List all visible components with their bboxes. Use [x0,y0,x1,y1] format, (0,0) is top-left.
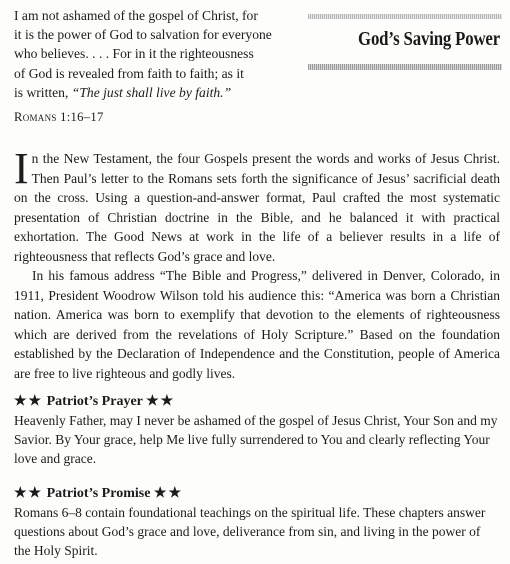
promise-text: Romans 6–8 contain foundational teachings on the spiritual life. These chapters answer questions about God’s grace and love, deliverance from sin, and living in the power of the Holy Spirit. [14,505,486,558]
drop-cap: I [14,144,29,193]
star-icon: ★★ [14,394,44,409]
chapter-title: God’s Saving Power [358,28,500,50]
star-icon: ★★ [146,394,176,409]
paragraph-text: n the New Testament, the four Gospels present the words and works of Jesus Christ. Then Paul’s letter to the Romans sets forth the significance of Jesus’ sacrificial death on the cross. Using a question-and-answer format, Paul crafted the most systematic presentation of Christian doctrine in the Bible, and he balanced it with practical exhortation. The Good News at work in the life of a believer results in a life of righteousness that reflects God’s grace and love. [14,151,500,264]
body-text [14,144,500,383]
scripture-line: of God is revealed from faith to faith; as it [14,65,244,81]
star-icon: ★★ [14,486,44,501]
prayer-text: Heavenly Father, may I never be ashamed of the gospel of Jesus Christ, Your Son and my Savior. By Your grace, help Me live fully surrendered to You and clearly reflecting Your love and grace. [14,413,498,466]
scripture-line [14,83,314,102]
scripture-italic-quote: “The just shall live by faith.” [71,84,232,100]
star-icon: ★★ [153,486,184,501]
decorative-rule-bottom [308,64,502,70]
scripture-quote [14,6,314,127]
prayer-heading [14,392,500,411]
scripture-line-start: is written, [14,84,72,100]
scripture-reference: Romans 1:16–17 [14,110,104,125]
scripture-line: it is the power of God to salvation for everyone [14,27,272,43]
patriots-prayer-section [14,392,500,468]
body-paragraph-1 [14,144,500,266]
body-paragraph-2: In his famous address “The Bible and Progress,” delivered in Denver, Colorado, in 1911, President Woodrow Wilson told his audience this: “America was born a Christian nation. America was born to exemplify that devotion to the elements of righteousness which are derived from the revelations of Holy Scripture.” Based on the foundation established by the Declaration of Independence and the Constitution, people of America are free to live righteous and godly lives. [14,268,500,381]
scripture-line: I am not ashamed of the gospel of Christ, for [14,8,258,23]
scripture-line: who believes. . . . For in it the righteousness [14,46,254,62]
decorative-rule-top [308,14,502,19]
chapter-title-box [308,14,502,74]
promise-heading-text: Patriot’s Promise [46,486,151,501]
prayer-heading-text: Patriot’s Prayer [46,394,143,409]
promise-heading [14,484,500,503]
scripture-text [14,6,314,102]
patriots-promise-section [14,484,500,560]
